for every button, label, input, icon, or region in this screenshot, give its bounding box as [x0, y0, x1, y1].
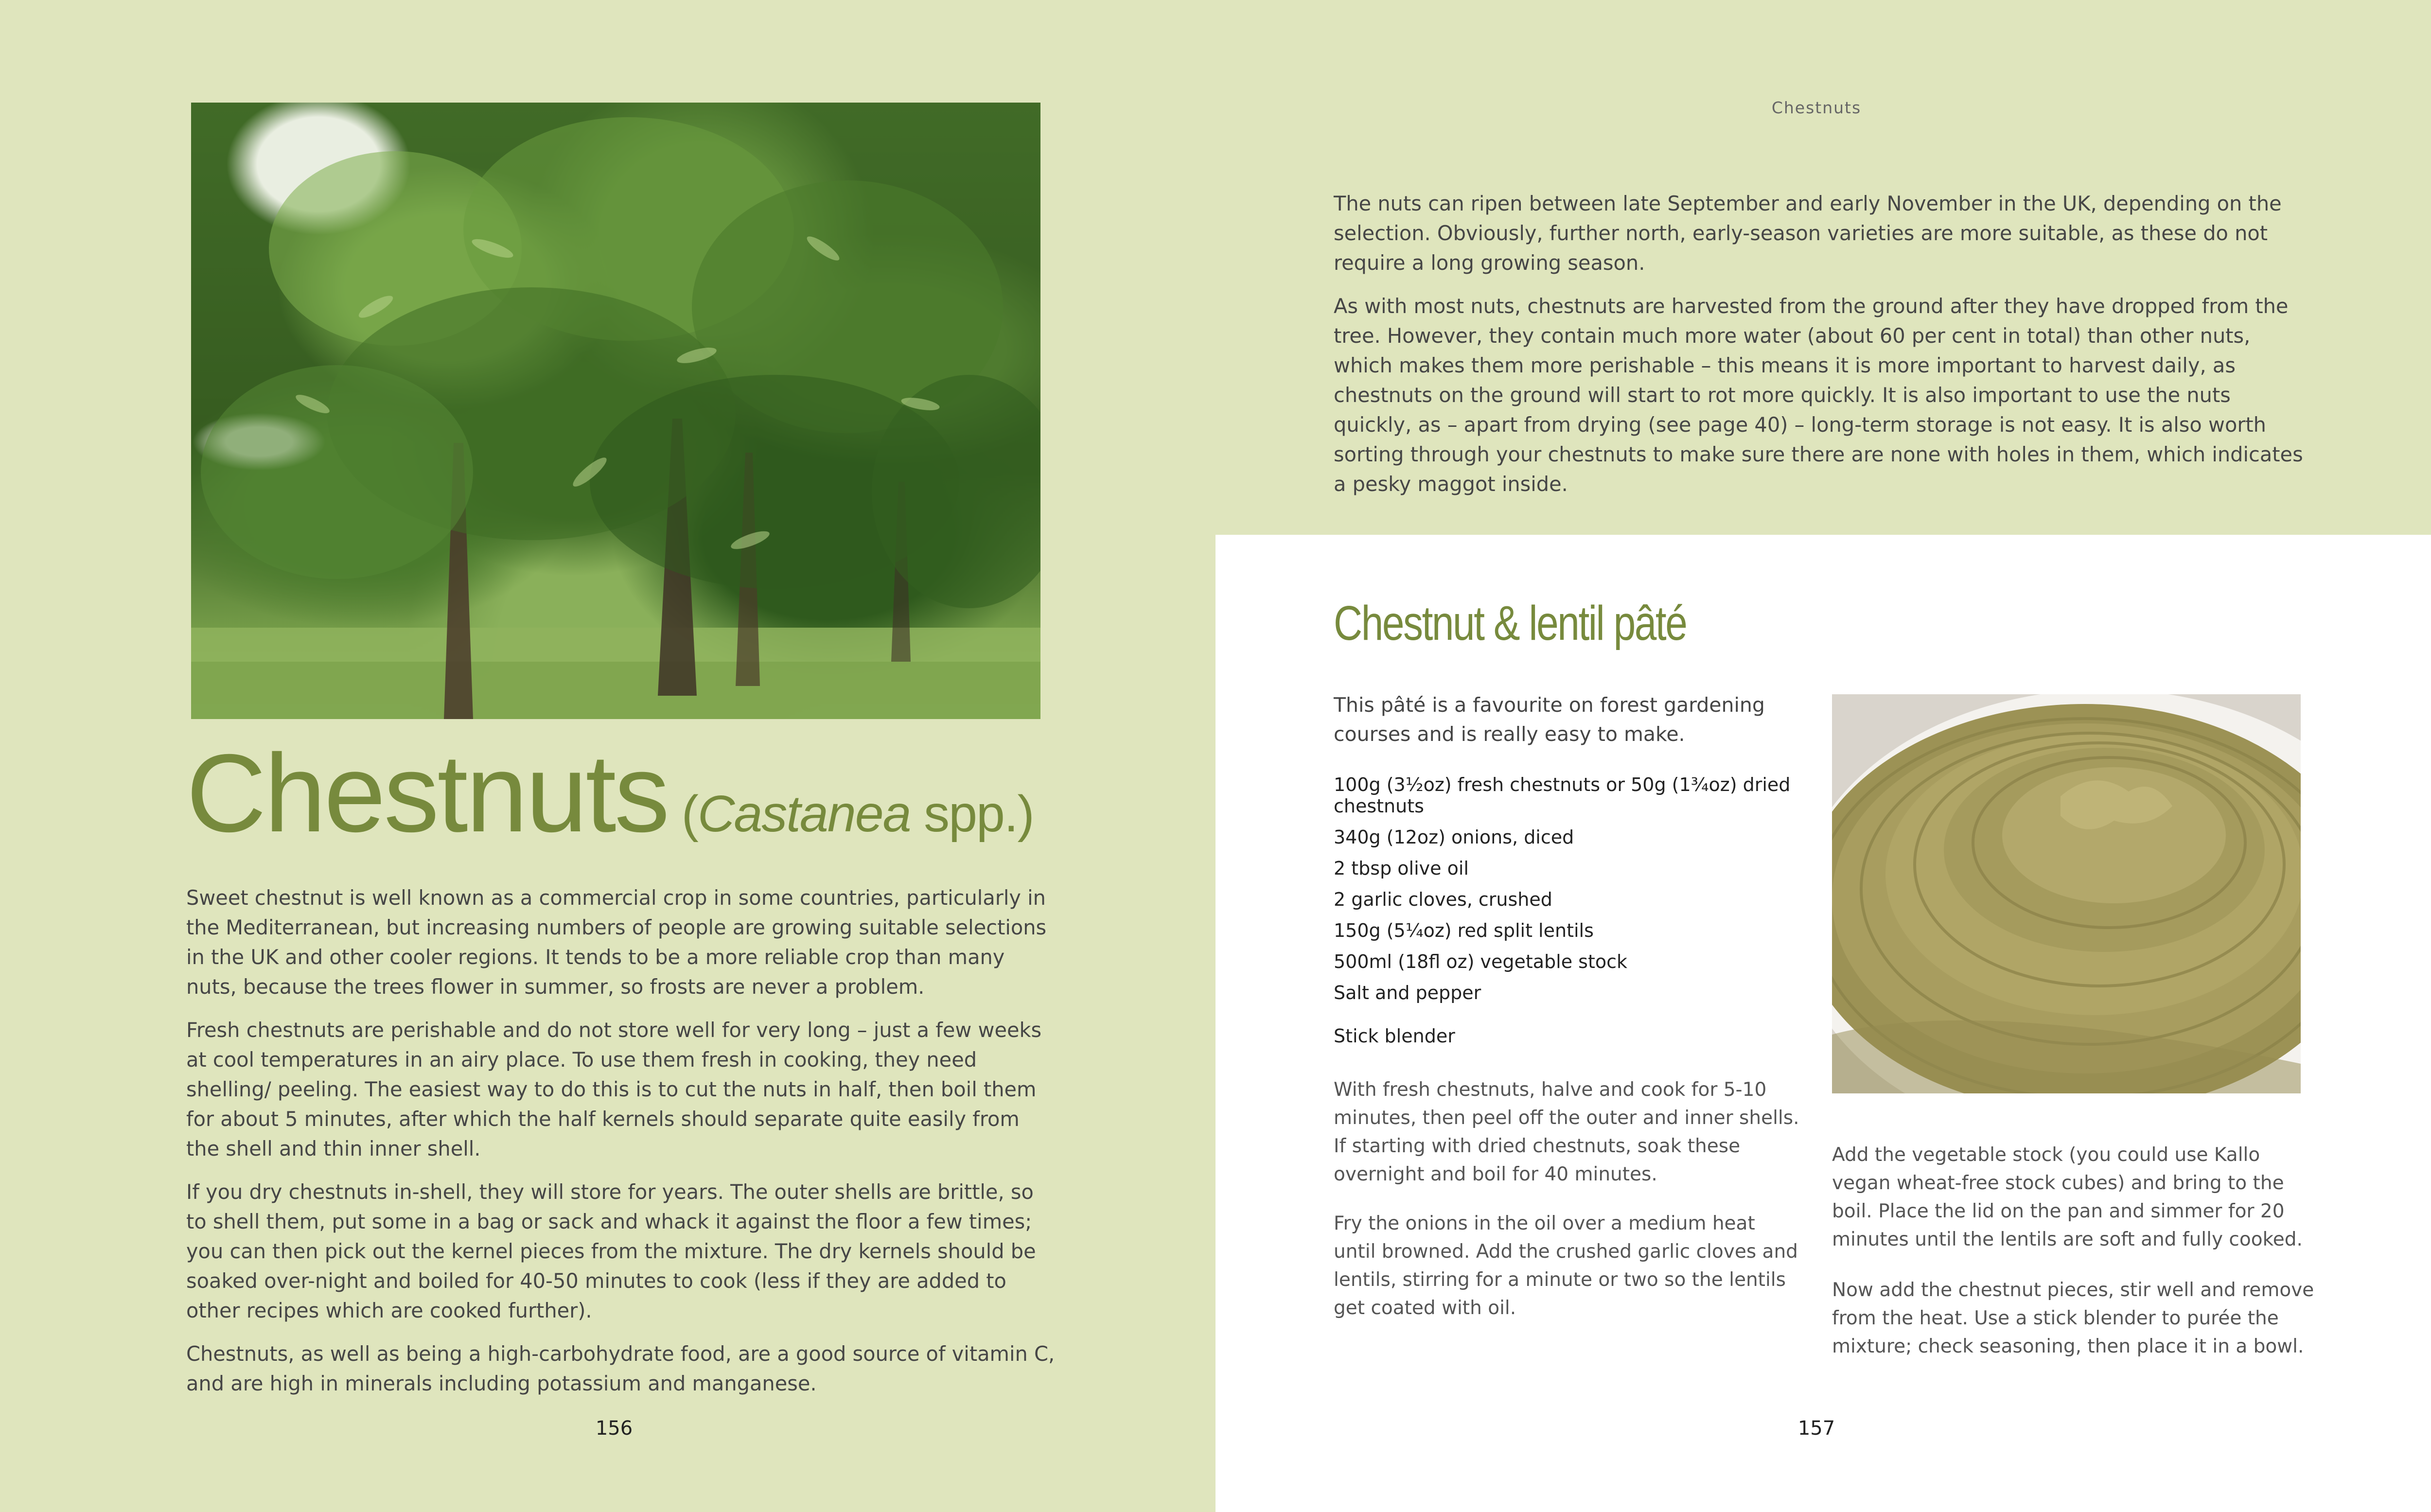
ingredients-list — [1334, 774, 1800, 1013]
latin-open-paren: ( — [681, 785, 698, 843]
left-paragraph: If you dry chestnuts in-shell, they will store for years. The outer shells are brittle, so to shell them, put some in a bag or sack and whack it against the floor a few times; you can then pick out the kernel pieces from the mixture. The dry kernels should be soaked over-night and boiled for 40-50 minutes to cook (less if they are added to other recipes which are cooked further). — [186, 1180, 1036, 1322]
running-head: Chestnuts — [1771, 98, 1862, 117]
pate-bowl-illustration — [1832, 694, 2301, 1093]
ingredient-item: 150g (5¼oz) red split lentils — [1334, 920, 1594, 941]
right-body-text — [1334, 189, 2306, 512]
ingredient-item: 500ml (18fl oz) vegetable stock — [1334, 951, 1628, 972]
method-step: Fry the onions in the oil over a medium heat until browned. Add the crushed garlic cloves and lentils, stirring for a minute or two so the lentils get coated with oil. — [1334, 1213, 1798, 1319]
ingredient-item: 340g (12oz) onions, diced — [1334, 826, 1574, 848]
chestnut-tree-photo — [191, 103, 1040, 719]
left-paragraph: Fresh chestnuts are perishable and do not store well for very long – just a few weeks at cool temperatures in an airy place. To use them fresh in cooking, they need shelling/ peeling. The easiest way to do this is to cut the nuts in half, then boil them for about 5 minutes, after which the half kernels should separate quite easily from the shell and thin inner shell. — [186, 1018, 1042, 1160]
latin-genus: Castanea — [697, 785, 911, 843]
latin-name — [682, 785, 1034, 843]
equipment-item: Stick blender — [1334, 1025, 1455, 1047]
left-paragraph: Sweet chestnut is well known as a commercial crop in some countries, particularly in the Mediterranean, but increasing numbers of people are growing suitable selections in the UK and other cooler regions. It tends to be a more reliable crop than many nuts, because the trees flower in summer, so frosts are never a problem. — [186, 886, 1047, 999]
left-body-text — [186, 883, 1057, 1412]
latin-rest: spp.) — [910, 785, 1034, 843]
pate-photo — [1832, 694, 2301, 1093]
page-number-right: 157 — [1797, 1417, 1835, 1440]
ingredient-item: 2 garlic cloves, crushed — [1334, 889, 1552, 910]
page-title — [186, 732, 1034, 855]
ingredient-item: Salt and pepper — [1334, 982, 1481, 1003]
right-paragraph: As with most nuts, chestnuts are harvested from the ground after they have dropped from the tree. However, they contain much more water (about 60 per cent in total) than other nuts, which makes them more perishable – this means it is more important to harvest daily, as chestnuts on the ground will start to rot more quickly. It is also important to use the nuts quickly, as – apart from drying (see page 40) – long-term storage is not easy. It is also worth sorting through your chestnuts to make sure there are none with holes in them, which indicates a pesky maggot inside. — [1334, 294, 2303, 496]
tree-trunks-illustration — [191, 103, 1040, 719]
recipe-intro: This pâté is a favourite on forest gardening courses and is really easy to make. — [1334, 693, 1765, 746]
method-step: Add the vegetable stock (you could use Kallo vegan wheat-free stock cubes) and bring to the boil. Place the lid on the pan and simmer for 20 minutes until the lentils are soft and fully cooked. — [1832, 1144, 2303, 1250]
page-number-left: 156 — [595, 1417, 633, 1440]
recipe-title: Chestnut & lentil pâté — [1334, 596, 1687, 651]
title-text: Chestnuts — [186, 732, 668, 855]
ingredient-item: 100g (3½oz) fresh chestnuts or 50g (1¾oz) dried chestnuts — [1334, 774, 1791, 817]
left-paragraph: Chestnuts, as well as being a high-carbohydrate food, are a good source of vitamin C, and are high in minerals including potassium and manganese. — [186, 1342, 1055, 1395]
method-step: With fresh chestnuts, halve and cook for 5-10 minutes, then peel off the outer and inner shells. If starting with dried chestnuts, soak these overnight and boil for 40 minutes. — [1334, 1079, 1799, 1185]
right-paragraph: The nuts can ripen between late September and early November in the UK, depending on the selection. Obviously, further north, early-season varieties are more suitable, as these do not require a long growing season. — [1334, 192, 2282, 275]
ingredient-item: 2 tbsp olive oil — [1334, 858, 1469, 879]
method-step: Now add the chestnut pieces, stir well and remove from the heat. Use a stick blender to purée the mixture; check seasoning, then place it in a bowl. — [1832, 1279, 2314, 1357]
